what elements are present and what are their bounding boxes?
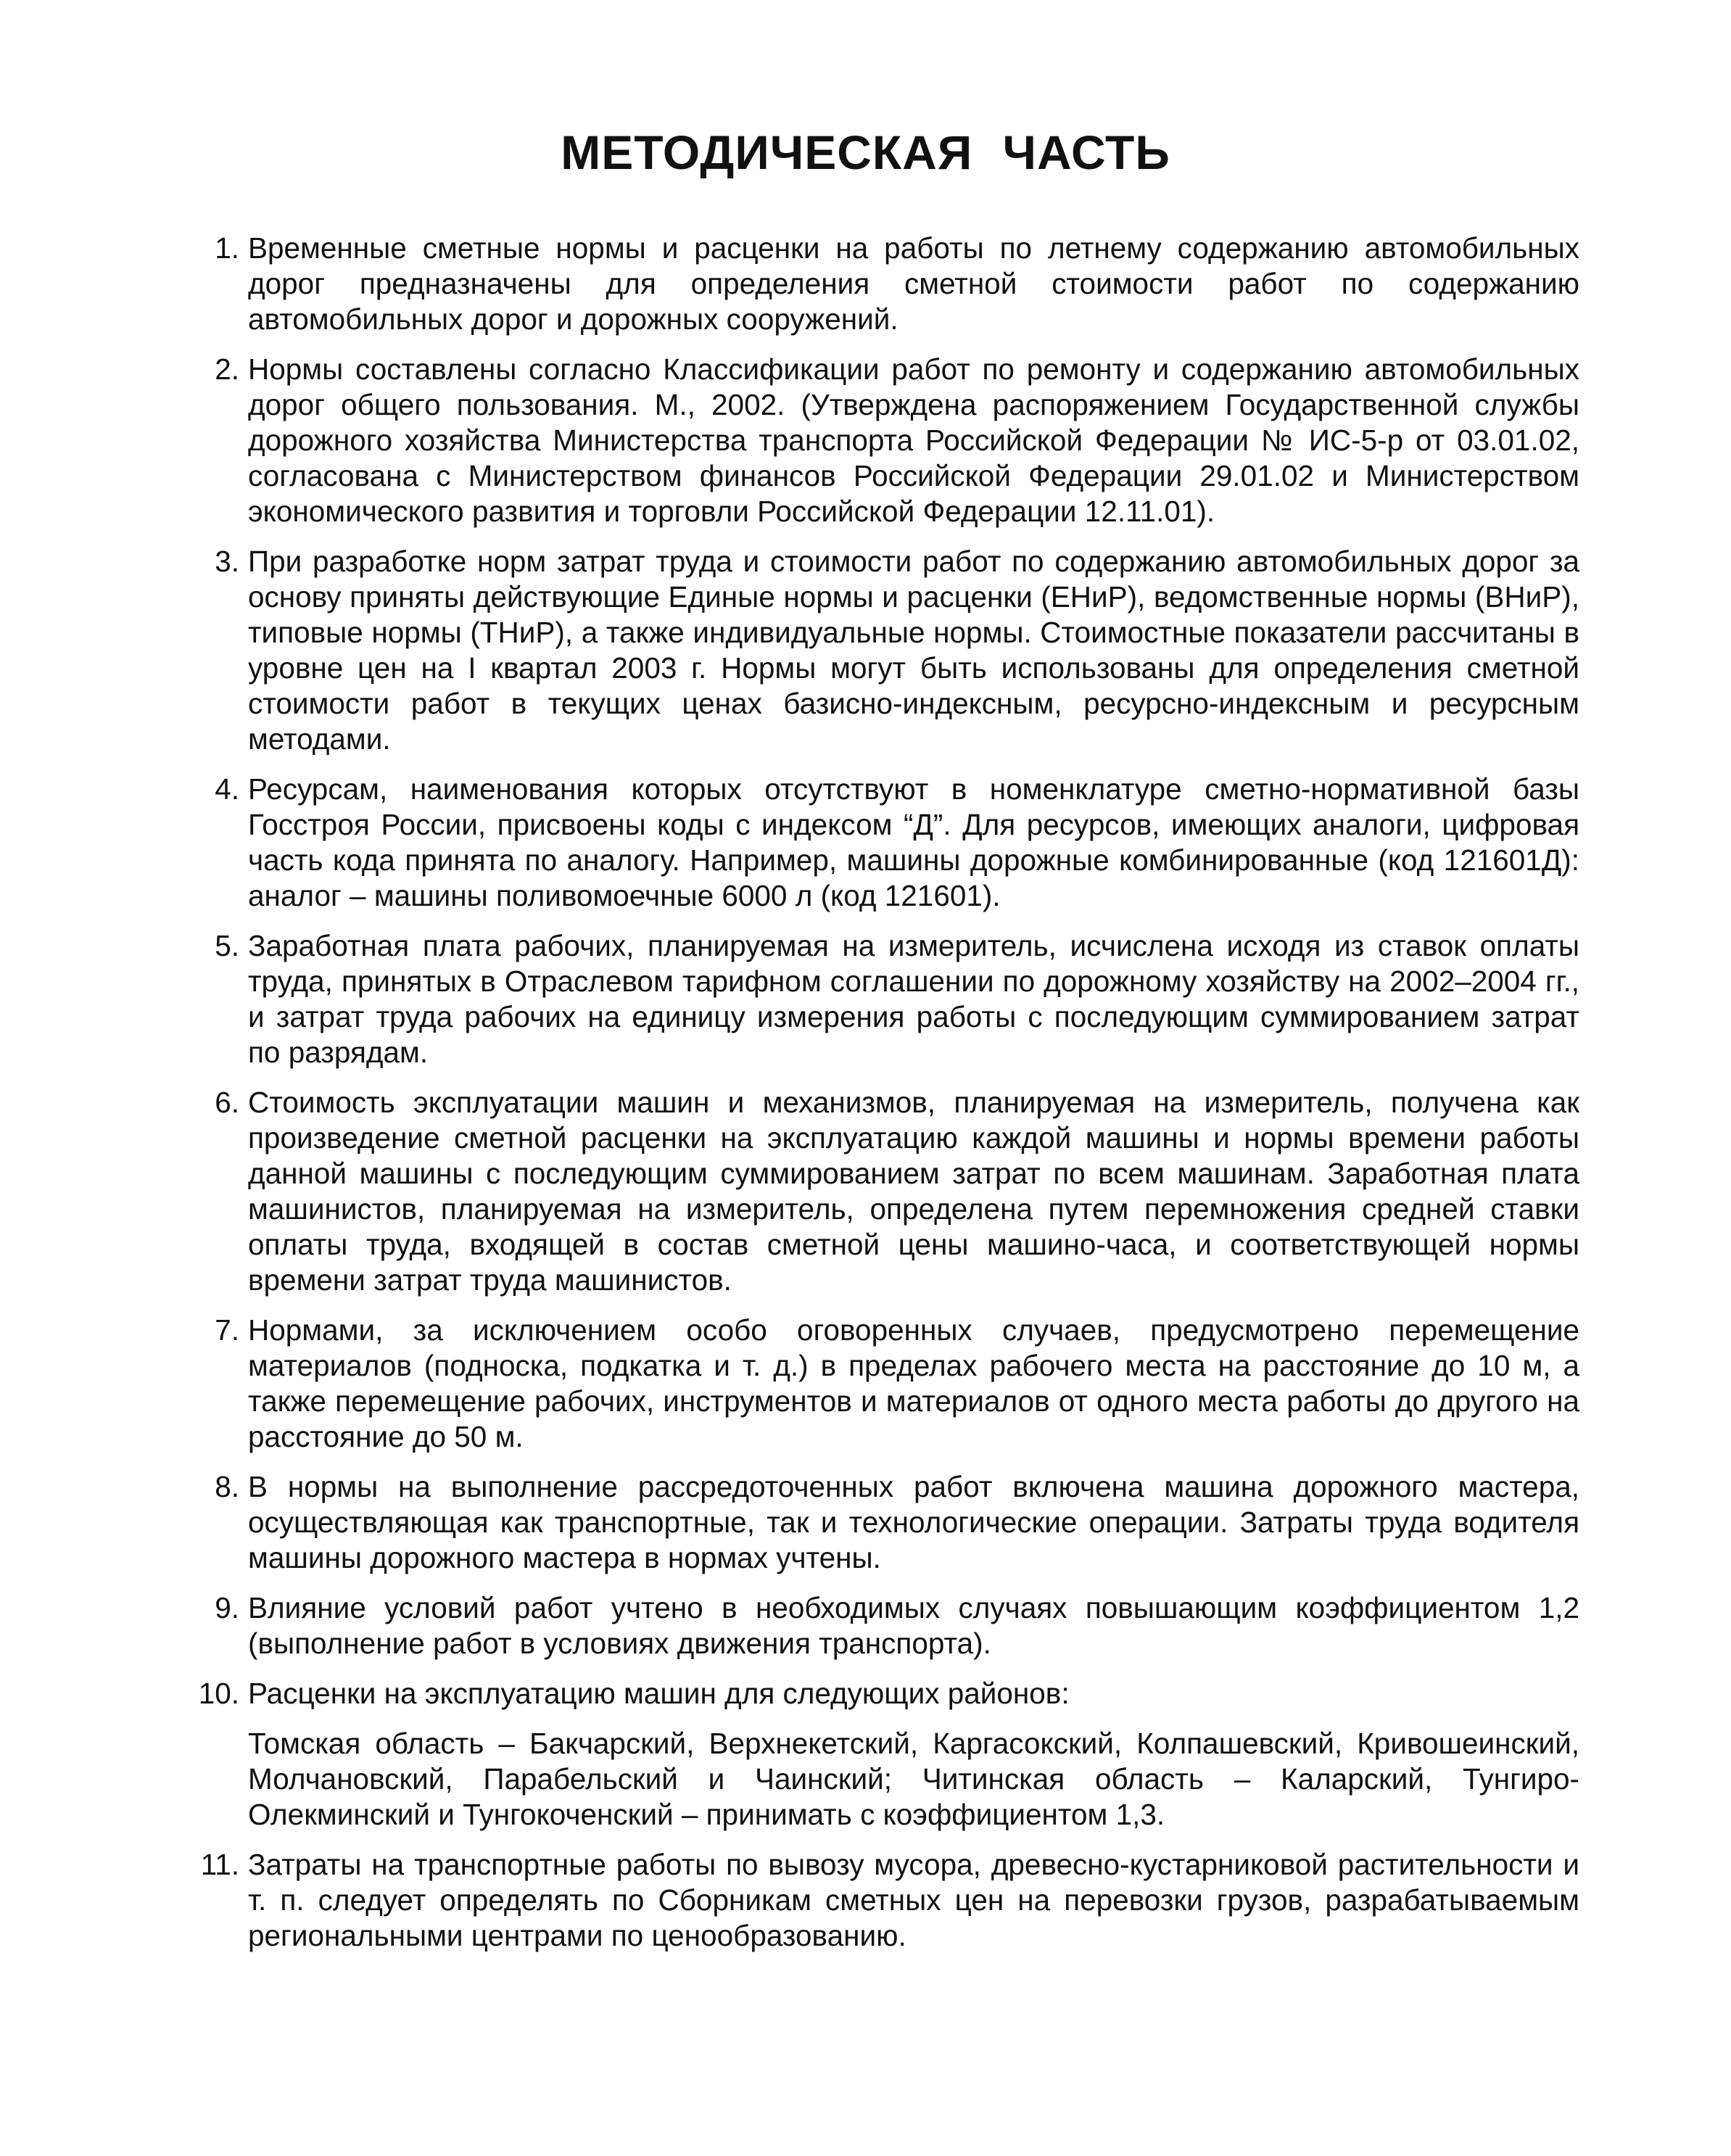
item-text: Ресурсам, наименования которых отсутствуют в номенклатуре сметно-нормативной базы Госстроя России, присвоены коды с индексом “Д”. Для ресурсов, имеющих аналоги, цифровая часть кода принята по аналогу. Например, машины дорожные комбинированные (код 121601Д): аналог – машины поливомоечные 6000 л (код 121601).: [248, 772, 1579, 912]
item-number: 3.: [215, 545, 239, 578]
list-item-11: [190, 1847, 1579, 1954]
item-number: 2.: [215, 352, 239, 386]
item-number: 10.: [198, 1677, 239, 1710]
item-text: Затраты на транспортные работы по вывозу мусора, древесно-кустарниковой растительности и т. п. следует определять по Сборникам сметных цен на перевозки грузов, разрабатываемым региональными центрами по ценообразованию.: [248, 1848, 1579, 1952]
item-text: Стоимость эксплуатации машин и механизмов, планируемая на измеритель, получена как произведение сметной расценки на эксплуатацию каждой машины и нормы времени работы данной машины с последующим суммированием затрат по всем машинам. Заработная плата машинистов, планируемая на измеритель, определена путем перемножения средней ставки оплаты труда, входящей в состав сметной цены машино-часа, и соответствующей нормы времени затрат труда машинистов.: [248, 1086, 1579, 1297]
item-number: 1.: [215, 231, 239, 265]
item-number: 6.: [215, 1086, 239, 1119]
item-text: В нормы на выполнение рассредоточенных работ включена машина дорожного мастера, осуществляющая как транспортные, так и технологические операции. Затраты труда водителя машины дорожного мастера в нормах учтены.: [248, 1470, 1579, 1574]
item-number: 8.: [215, 1470, 239, 1503]
item-text: Нормами, за исключением особо оговоренных случаев, предусмотрено перемещение материалов (подноска, подкатка и т. д.) в пределах рабочего места на расстояние до 10 м, а также перемещение рабочих, инструментов и материалов от одного места работы до другого на расстояние до 50 м.: [248, 1313, 1579, 1453]
page-title: МЕТОДИЧЕСКАЯ ЧАСТЬ: [561, 125, 1170, 179]
item-text: Временные сметные нормы и расценки на работы по летнему содержанию автомобильных дорог предназначены для определения сметной стоимости работ по содержанию автомобильных дорог и дорожных сооружений.: [248, 231, 1579, 336]
list-item-5: [190, 928, 1579, 1070]
list-item-1: [190, 231, 1579, 337]
item-number: 9.: [215, 1591, 239, 1624]
list-item-8: [190, 1469, 1579, 1576]
list-item-9: [190, 1590, 1579, 1661]
item-text: При разработке норм затрат труда и стоимости работ по содержанию автомобильных дорог за основу приняты действующие Единые нормы и расценки (ЕНиР), ведомственные нормы (ВНиР), типовые нормы (ТНиР), а также индивидуальные нормы. Стоимостные показатели рассчитаны в уровне цен на I квартал 2003 г. Нормы могут быть использованы для определения сметной стоимости работ в текущих ценах базисно-индексным, ресурсно-индексным и ресурсным методами.: [248, 545, 1579, 756]
list-item-2: [190, 352, 1579, 529]
item-text: Расценки на эксплуатацию машин для следующих районов:: [248, 1677, 1070, 1710]
item-number: 11.: [200, 1848, 239, 1881]
list-item-10: [190, 1676, 1579, 1833]
item-body: [239, 1676, 1579, 1833]
item-number: 4.: [215, 772, 239, 806]
item-text: Нормы составлены согласно Классификации работ по ремонту и содержанию автомобильных дорог общего пользования. М., 2002. (Утверждена распоряжением Государственной службы дорожного хозяйства Министерства транспорта Российской Федерации № ИС-5-р от 03.01.02, согласована с Министерством финансов Российской Федерации 29.01.02 и Министерством экономического развития и торговли Российской Федерации 12.11.01).: [248, 352, 1579, 528]
item-text: Заработная плата рабочих, планируемая на измеритель, исчислена исходя из ставок оплаты труда, принятых в Отраслевом тарифном соглашении по дорожному хозяйству на 2002–2004 гг., и затрат труда рабочих на единицу измерения работы с последующим суммированием затрат по разрядам.: [248, 929, 1579, 1069]
item-subtext: Томская область – Бакчарский, Верхнекетский, Каргасокский, Колпашевский, Кривошеинский, Молчановский, Парабельский и Чаинский; Читинская область – Каларский, Тунгиро-Олекминский и Тунгокоченский – принимать с коэффициентом 1,3.: [248, 1727, 1579, 1831]
list-item-6: [190, 1085, 1579, 1298]
methodology-list: [190, 231, 1579, 1968]
list-item-4: [190, 772, 1579, 914]
list-item-7: [190, 1313, 1579, 1455]
list-item-3: [190, 544, 1579, 757]
item-number: 5.: [215, 929, 239, 962]
item-text: Влияние условий работ учтено в необходимых случаях повышающим коэффициентом 1,2 (выполнение работ в условиях движения транспорта).: [248, 1591, 1579, 1660]
item-number: 7.: [215, 1313, 239, 1347]
